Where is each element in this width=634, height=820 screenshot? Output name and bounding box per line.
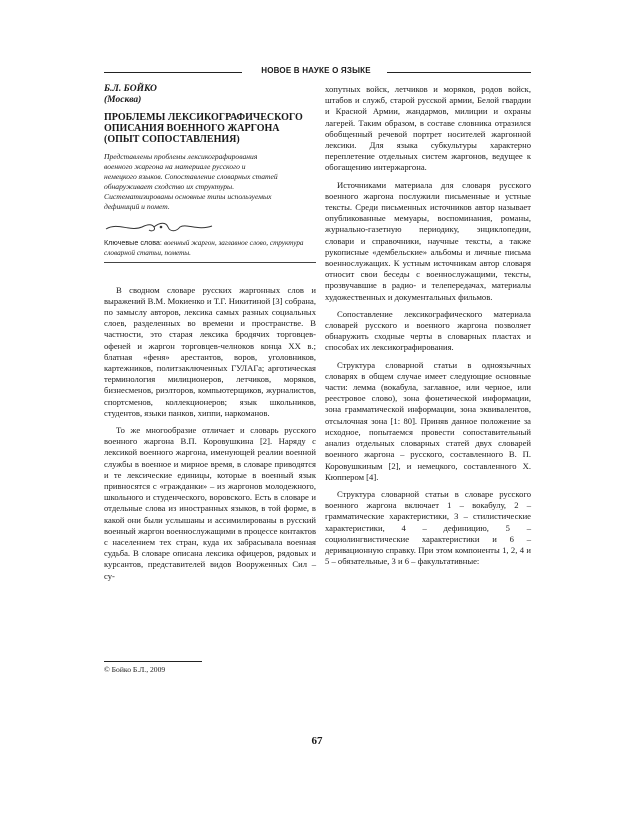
paragraph: Источниками материала для словаря русского военного жаргона послужили письменные и устные тексты. Среди письменных источников автор называет опубликованные мемуары, воспоминания, романы, журнально-газетную периодику, энциклопедии, словари и справочники, научные тексты, а также рукописные «дембельские» альбомы и личные письма военнослужащих. К устным источникам автор словаря относит свои беседы с военнослужащими, тексты, прозвучавшие в радио- и телепередачах, материалы художественных и документальных фильмов. xyxy=(325,179,531,302)
article-title: ПРОБЛЕМЫ ЛЕКСИКОГРАФИЧЕСКОГО ОПИСАНИЯ ВОЕННОГО ЖАРГОНА (ОПЫТ СОПОСТАВЛЕНИЯ) xyxy=(104,112,303,146)
keywords xyxy=(104,238,316,263)
author-location: (Москва) xyxy=(104,95,142,105)
article-author: Б.Л. БОЙКО xyxy=(104,84,157,94)
copyright-notice: © Бойко Б.Л., 2009 xyxy=(104,665,166,674)
left-column xyxy=(104,84,316,588)
paragraph: хопутных войск, летчиков и моряков, родов войск, штабов и служб, старой русской армии, Белой гвардии и Красной Армии, жандармов, милиции и охраны лагерей. Таким образом, в составе словника отразился обобщенный речевой портрет носителей жаргонной лексики. Для языка субкультуры характерно переплетение отдельных систем жаргонов, ведущее к обогащению интержаргона. xyxy=(325,84,531,173)
right-body xyxy=(325,84,531,567)
keywords-list: военный жаргон, заглавное слово, структура словарной статьи, пометы. xyxy=(104,238,304,257)
paragraph: Структура словарной статьи в словаре русского военного жаргона включает 1 – вокабулу, 2 – грамматические характеристики, 3 – стилистические характеристики, 4 – дефиницию, 5 – социолингвистические характеристики и 6 – деривационную справку. При этом компоненты 1, 2, 4 и 5 – обязательные, 3 и 6 – факультативные: xyxy=(325,488,531,567)
page-number: 67 xyxy=(311,735,323,747)
keywords-label: Ключевые слова: xyxy=(104,237,162,247)
header-rule-right xyxy=(387,72,531,73)
paragraph: В сводном словаре русских жаргонных слов и выражений В.М. Мокиенко и Т.Г. Никитиной [3] собрана, по замыслу авторов, лексика самых разных социальных слоев, разделенных во времени и пространстве. В частности, это старая лексика бродячих торговцев-офеней и жаргон торговцев-челноков конца XX в.; блатная «феня» арестантов, воров, уголовников, картежников, политзаключенных ГУЛАГа; арготическая терминология милиционеров, летчиков, моряков, бизнесменов, риэлторов, компьютерщиков, журналистов, спортсменов, коллекционеров; язык школьников, студентов, языки панков, хиппи, наркоманов. xyxy=(104,284,316,418)
paragraph: Структура словарной статьи в одноязычных словарях в общем случае имеет следующие основные части: лемма (вокабула, заглавное, или черное, или реестровое слово), зона фонетической информации, зона грамматической информации, зона эквивалентов, отсылочная зона [1: 80]. Приняв данное положение за исходное, попытаемся провести сопоставительный анализ отдельных словарных статей двух словарей военного жаргона – русского, составленного В. П. Коровушкиным [2], и немецкого, составленного Х. Кюппером [4]. xyxy=(325,359,531,482)
right-column xyxy=(325,84,531,573)
article-abstract: Представлены проблемы лексикографирования военного жаргона на материале русского и немецкого языков. Сопоставление словарных статей обнаруживает сходство их структуры. Систематизированы основные типы используемых дефиниций и помет. xyxy=(104,151,278,211)
section-header: НОВОЕ В НАУКЕ О ЯЗЫКЕ xyxy=(261,66,371,75)
left-body xyxy=(104,285,316,582)
paragraph: Сопоставление лексикографического материала словарей русского и военного жаргона позволяет обнаружить сходные черты в словарных пластах и способах их лексикографирования. xyxy=(325,308,531,353)
ornament-divider-icon xyxy=(104,220,214,234)
header-rule-left xyxy=(104,72,242,73)
paragraph: То же многообразие отличает и словарь русского военного жаргона В.П. Коровушкина [2]. Наряду с лексикой военного жаргона, именующей реалии военной службы в военное и мирное время, в словаре приводятся и те лексические единицы, которые в военный язык привносятся с «гражданки» – из жаргонов молодежного, школьного и студенческого, воровского. Есть в словаре и отдельные слова из иностранных языков, в той форме, в какой они были услышаны и ассимилированы в русский военный жаргон военнослужащими в процессе контактов с населением тех стран, куда их забрасывала военная судьба. В словаре описана лексика офицеров, рядовых и курсантов, представителей видов Вооруженных Сил – су- xyxy=(104,425,316,581)
footer-rule xyxy=(104,661,202,662)
